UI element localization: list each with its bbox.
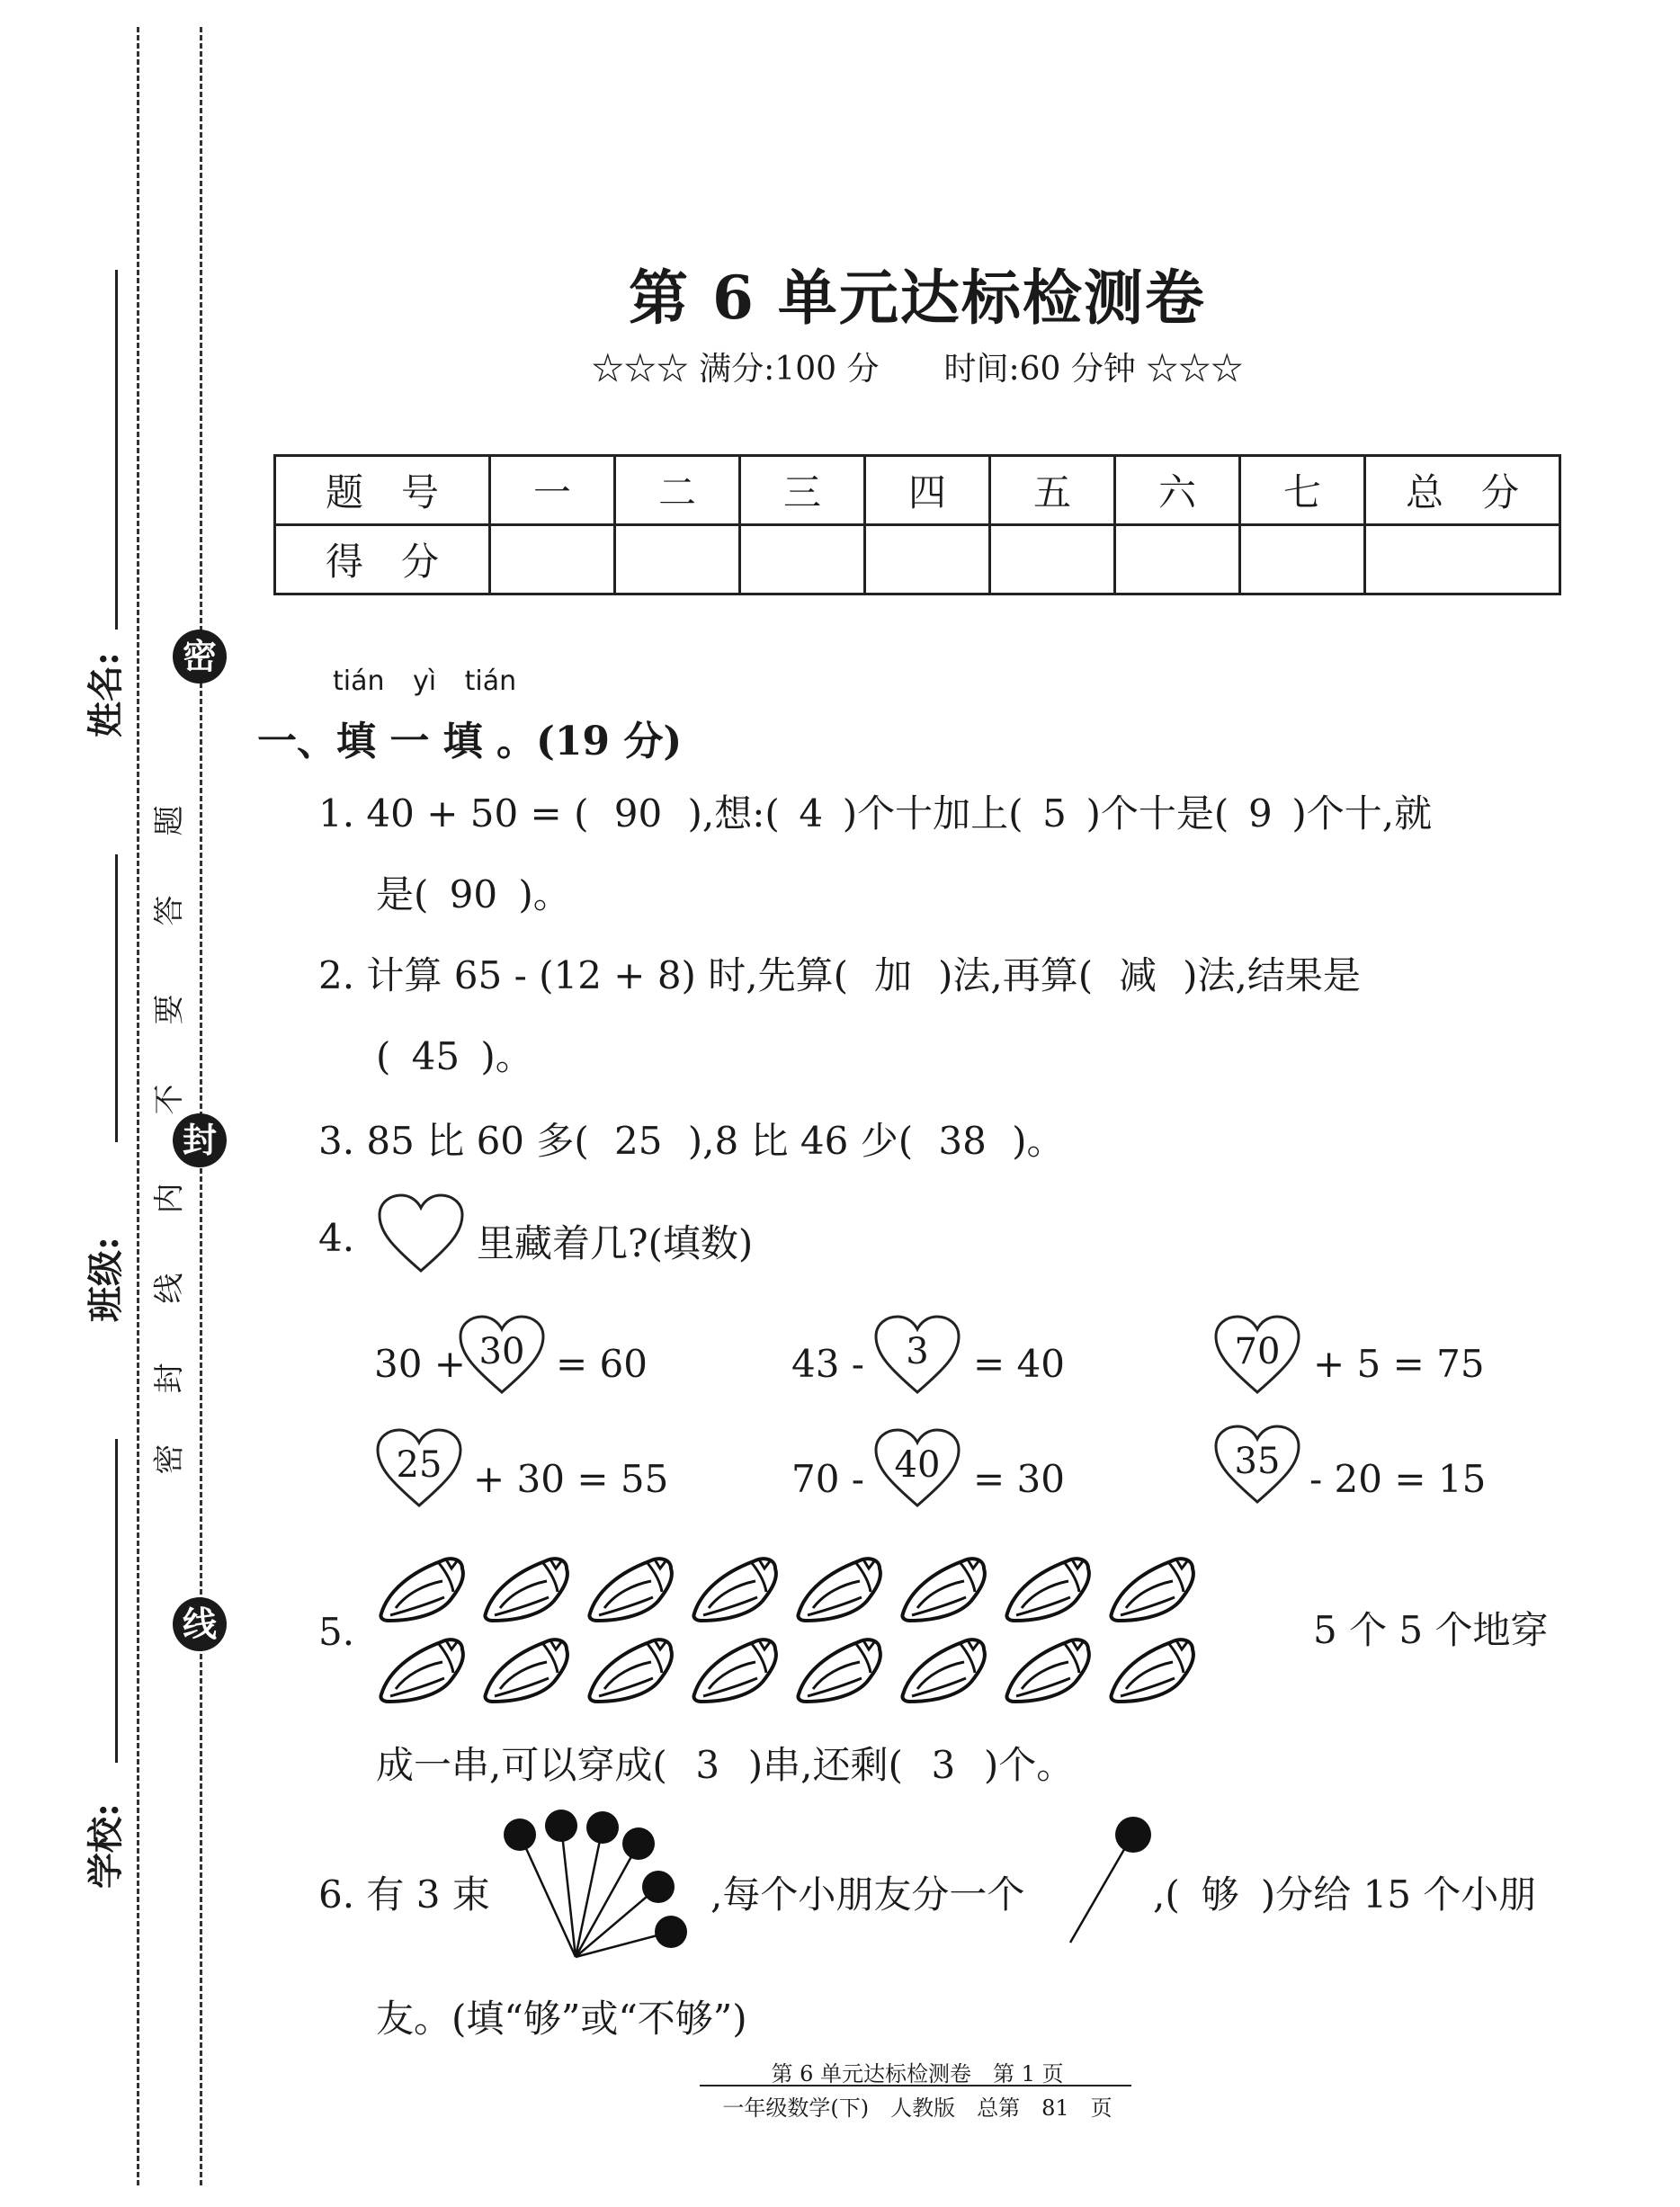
question-5-tail: 5 个 5 个地穿 [1313,1608,1549,1652]
heart-answer[interactable] [872,1313,962,1396]
school-label: 学校: [85,1803,127,1889]
answer-blank[interactable]: 4 [799,791,824,835]
shells-illustration [376,1549,1302,1711]
answer-blank[interactable]: 加 [874,953,913,997]
question-5-label: 5. [318,1610,355,1654]
score-input-cell[interactable] [490,525,615,594]
seal-xian: 线 [173,1597,227,1651]
warning-char: 内 [151,1183,188,1214]
warning-char: 答 [151,895,188,926]
eq-post: + 5 = 75 [1313,1342,1485,1386]
table-cell: 三 [740,456,865,525]
q2-text: )法,再算( [938,953,1094,997]
table-cell: 二 [615,456,740,525]
question-4-label: 4. [318,1216,355,1260]
q5-text: )串,还剩( [747,1743,903,1787]
answer-blank[interactable]: 90 [613,791,663,835]
warning-char: 题 [151,805,188,836]
heart-number: 25 [396,1444,442,1486]
score-input-cell[interactable] [990,525,1115,594]
q2-text: )法,结果是 [1183,953,1361,997]
table-cell: 五 [990,456,1115,525]
q6-text: ,( [1153,1872,1180,1917]
heart-answer[interactable] [1212,1423,1302,1506]
eq-post: - 20 = 15 [1309,1457,1487,1501]
q1-text: 是( [376,872,429,916]
school-blank [115,1439,118,1763]
warning-char: 不 [151,1084,188,1115]
question-5-line-2 [376,1736,1074,1790]
question-1-line-1 [318,784,1432,838]
page-title: 第 6 单元达标检测卷 [629,263,1206,333]
heart-answer[interactable] [457,1313,547,1396]
heart-icon [376,1192,466,1274]
question-2-line-1 [318,946,1361,1000]
answer-blank[interactable]: 3 [931,1743,956,1787]
q2-text: )。 [480,1034,533,1078]
q5-text: 成一串,可以穿成( [376,1743,667,1787]
warning-char: 要 [151,994,188,1025]
q5-text: )个。 [983,1743,1075,1787]
table-cell: 得 分 [275,525,490,594]
heart-answer[interactable] [374,1426,464,1509]
answer-blank[interactable]: 38 [938,1119,987,1163]
answer-blank[interactable]: 45 [411,1034,460,1078]
score-input-cell[interactable] [865,525,990,594]
question-6-part-3 [1153,1865,1536,1919]
q2-text: 2. 计算 65 - (12 + 8) 时,先算( [318,953,849,997]
class-label: 班级: [85,1237,127,1322]
table-cell: 题 号 [275,456,490,525]
question-6-part-2: ,每个小朋友分一个 [710,1872,1025,1917]
question-1-line-2 [376,865,571,919]
table-cell: 六 [1115,456,1240,525]
q1-text: ),想:( [687,791,780,835]
table-cell: 七 [1240,456,1365,525]
warning-char: 封 [151,1363,188,1394]
answer-blank[interactable]: 25 [614,1119,663,1163]
question-6-part-1: 6. 有 3 束 [318,1872,490,1917]
table-cell: 总 分 [1365,456,1560,525]
eq-pre: 30 + [374,1342,466,1386]
answer-blank[interactable]: 3 [695,1743,720,1787]
eq-post: = 30 [973,1457,1065,1501]
q1-text: 1. 40 + 50 = ( [318,791,589,835]
q2-text: ( [376,1034,391,1078]
q1-text: )。 [518,872,571,916]
eq-pre: 70 - [791,1457,864,1501]
q1-text: )个十加上( [842,791,1023,835]
name-label: 姓名: [85,652,127,737]
heart-number: 30 [478,1331,525,1372]
lollipop-bunch-icon [496,1806,712,1964]
warning-char: 密 [151,1443,188,1475]
eq-post: = 60 [556,1342,648,1386]
score-input-cell[interactable] [615,525,740,594]
table-row [275,525,1560,594]
heart-answer[interactable] [872,1426,962,1509]
lollipop-icon [1061,1813,1160,1948]
seal-mi: 密 [173,630,227,684]
heart-answer[interactable] [1212,1313,1302,1396]
q1-text: )个十是( [1086,791,1229,835]
section-pinyin: tián yì tián [333,666,517,697]
eq-pre: 43 - [791,1342,864,1386]
heart-number: 70 [1234,1331,1281,1372]
table-cell: 一 [490,456,615,525]
footer-line-1: 第 6 单元达标检测卷 第 1 页 [771,2061,1064,2086]
table-row [275,456,1560,525]
answer-blank[interactable]: 9 [1247,791,1273,835]
heart-number: 3 [906,1331,929,1372]
class-blank [115,854,118,1142]
heart-number: 35 [1234,1441,1281,1482]
answer-blank[interactable]: 90 [449,872,498,916]
score-input-cell[interactable] [1115,525,1240,594]
answer-blank[interactable]: 减 [1119,953,1157,997]
answer-blank[interactable]: 5 [1042,791,1067,835]
q1-text: )个十,就 [1291,791,1433,835]
q3-text: )。 [1012,1119,1065,1163]
eq-post: = 40 [973,1342,1065,1386]
q3-text: 3. 85 比 60 多( [318,1119,589,1163]
question-6-line-2: 友。(填“够”或“不够”) [376,1997,747,2041]
footer-line-2: 一年级数学(下) 人教版 总第 81 页 [722,2095,1113,2121]
score-input-cell[interactable] [1365,525,1560,594]
heart-number: 40 [894,1444,941,1486]
question-4-text: 里藏着几?(填数) [477,1221,754,1265]
q3-text: ),8 比 46 少( [687,1119,914,1163]
table-cell: 四 [865,456,990,525]
seal-feng: 封 [173,1113,227,1167]
question-3 [318,1112,1064,1166]
score-input-cell[interactable] [1240,525,1365,594]
eq-post: + 30 = 55 [473,1457,669,1501]
footer-divider [700,2085,1131,2086]
answer-blank[interactable]: 够 [1201,1872,1239,1917]
warning-char: 线 [151,1273,188,1304]
score-time-info: ☆☆☆ 满分:100 分 时间:60 分钟 ☆☆☆ [591,351,1244,388]
question-2-line-2 [376,1027,533,1081]
section-heading: 一、填 一 填 。(19 分) [257,719,683,764]
score-table [273,454,1561,595]
q6-text: )分给 15 个小朋 [1260,1872,1537,1917]
score-input-cell[interactable] [740,525,865,594]
